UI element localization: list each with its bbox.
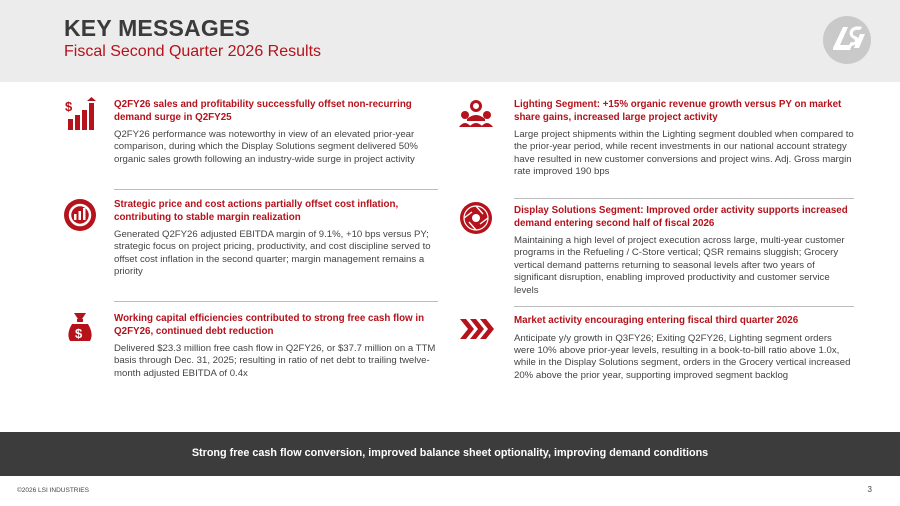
right-block-3 [514,315,854,382]
left-divider-1 [114,189,438,190]
dollar-bar-chart-icon [62,97,98,133]
left-block-1 [114,99,438,166]
left-divider-2 [114,301,438,302]
right-block-3-heading: Market activity encouraging entering fiscal third quarter 2026 [514,315,799,326]
left-block-2-body: Generated Q2FY26 adjusted EBITDA margin of 9.1%, +10 bps versus PY; strategic focus on project pricing, productivity, and cost discipline served to offset cost inflation in the second quarter; margin management remains a priority [114,229,431,278]
left-block-2-heading: Strategic price and cost actions partially offset cost inflation, contributing to stable margin realization [114,199,399,223]
copyright-footer: ©2026 LSI INDUSTRIES [17,487,89,494]
people-group-icon [458,97,494,133]
summary-banner-text: Strong free cash flow conversion, improved balance sheet optionality, improving demand conditions [191,447,709,459]
left-block-1-heading: Q2FY26 sales and profitability successfully offset non-recurring demand surge in Q2FY25 [114,99,412,123]
right-divider-1 [514,198,854,199]
aperture-icon [458,200,494,236]
right-block-2-body: Maintaining a high level of project execution across large, multi-year customer programs in the Refueling / C-Store vertical; QSR remains sluggish; Grocery vertical demand patterns returning to seasonal levels after two years of significant disruption, enabling improved productivity and customer service levels [514,235,845,296]
left-block-3 [114,313,438,380]
left-block-1-body: Q2FY26 performance was noteworthy in view of an elevated prior-year comparison, during which the Display Solutions segment delivered 50% organic sales growth following an industry-wide surge in project activity [114,129,418,165]
gauge-icon [62,197,98,233]
right-divider-2 [514,306,854,307]
svg-text:$: $ [65,99,73,114]
triple-chevron-icon [458,311,494,347]
lsi-logo-icon [822,15,872,65]
page-subtitle: Fiscal Second Quarter 2026 Results [64,43,322,60]
right-block-3-body: Anticipate y/y growth in Q3FY26; Exiting Q2FY26, Lighting segment orders were 10% above prior-year levels, resulting in a book-to-bill ratio above 1.0x, while in the Display Solutions segment, orders in the Grocery vertical increased 20% above the prior year, supporting improved segment backlog [514,332,851,381]
right-block-1 [514,99,854,179]
page-title: KEY MESSAGES [64,15,251,41]
left-block-2 [114,199,438,279]
right-block-2-heading: Display Solutions Segment: Improved order activity supports increased demand entering second half of fiscal 2026 [514,205,848,229]
right-block-1-heading: Lighting Segment: +15% organic revenue growth versus PY on market share gains, increased large project activity [514,99,842,123]
money-bag-icon [62,308,98,344]
right-block-2 [514,205,854,297]
left-block-3-heading: Working capital efficiencies contributed to strong free cash flow in Q2FY26, continued debt reduction [114,313,425,337]
page-number: 3 [867,485,872,494]
svg-text:$: $ [75,326,83,341]
right-block-1-body: Large project shipments within the Lighting segment doubled when compared to the prior-year period, while recent investments in our national account strategy have resulted in new customer conversions and project wins. Adj. Gross margin rate improved 190 bps [514,129,854,178]
left-block-3-body: Delivered $23.3 million free cash flow in Q2FY26, or $37.7 million on a TTM basis through Dec. 31, 2025; resulting in ratio of net debt to trailing twelve-month adjusted EBITDA of 0.4x [114,343,436,379]
